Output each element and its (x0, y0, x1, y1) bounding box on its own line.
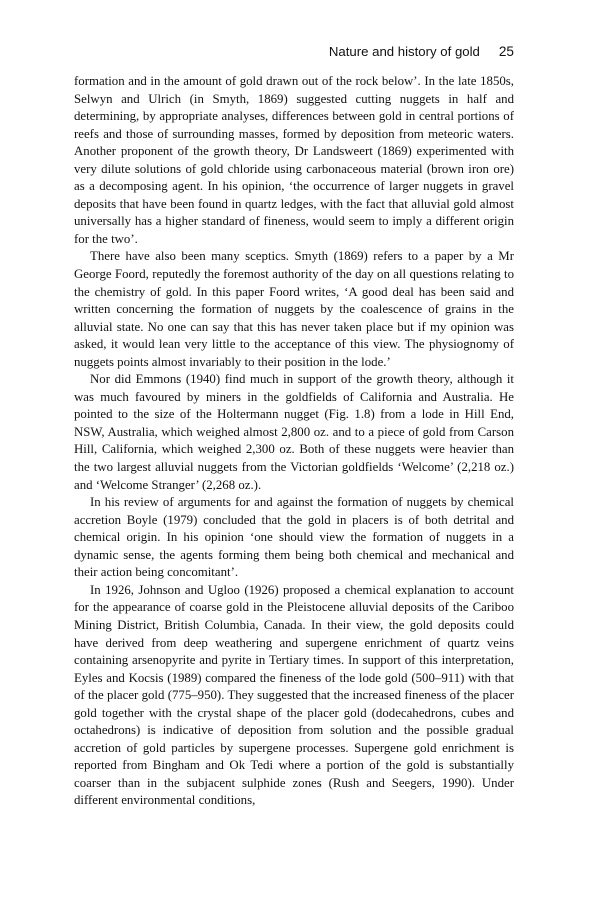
page-number: 25 (498, 44, 514, 59)
paragraph-5: In 1926, Johnson and Ugloo (1926) proposed a chemical explanation to account for the appearance of coarse gold in the Pleistocene alluvial deposits of the Cariboo Mining District, British Columbia, Canada. In their view, the gold deposits could have derived from deep weathering and supergene enrichment of quartz veins containing arsenopyrite and pyrite in Tertiary times. In support of this interpretation, Eyles and Kocsis (1989) compared the fineness of the lode gold (500–911) with that of the placer gold (775–950). They suggested that the increased fineness of the placer gold together with the crystal shape of the placer gold (dodecahedrons, cubes and octahedrons) is indicative of deposition from solution and the possible gradual accretion of gold particles by supergene processes. Supergene gold enrichment is reported from Bingham and Ok Tedi where a portion of the gold is substantially coarser than in the subjacent sulphide zones (Rush and Seegers, 1990). Under different environmental conditions, (74, 582, 514, 808)
paragraph-1: formation and in the amount of gold drawn out of the rock below’. In the late 1850s, Selwyn and Ulrich (in Smyth, 1869) suggested cutting nuggets in half and determining, by appropriate analyses, differences between gold in central portions of reefs and those of surrounding masses, formed by deposition from meteoric waters. Another proponent of the growth theory, Dr Landsweert (1869) experimented with very dilute solutions of gold chloride using carbonaceous material (brown iron ore) as a decomposing agent. In his opinion, ‘the occurrence of larger nuggets in gravel deposits that have been found in quartz ledges, with the fact that alluvial gold almost universally has a higher standard of fineness, would seem to imply a different origin for the two’. (74, 74, 514, 246)
paragraph-3: Nor did Emmons (1940) find much in support of the growth theory, although it was much favoured by miners in the goldfields of California and Australia. He pointed to the size of the Holtermann nugget (Fig. 1.8) from a lode in Hill End, NSW, Australia, which weighed almost 2,800 oz. and to a piece of gold from Carson Hill, California, which weighed 2,300 oz. Both of these nuggets were heavier than the two largest alluvial nuggets from the Victorian goldfields ‘Welcome’ (2,218 oz.) and ‘Welcome Stranger’ (2,268 oz.). (74, 372, 514, 492)
paragraph-4: In his review of arguments for and against the formation of nuggets by chemical accretion Boyle (1979) concluded that the gold in placers is of both detrital and chemical origin. In his opinion ‘one should view the formation of nuggets in a dynamic sense, the agents forming them being both chemical and mechanical and their action being concomitant’. (74, 495, 514, 580)
running-header (74, 44, 514, 59)
chapter-title: Nature and history of gold (328, 44, 480, 59)
paragraph-2: There have also been many sceptics. Smyth (1869) refers to a paper by a Mr George Foord, reputedly the foremost authority of the day on all questions relating to the chemistry of gold. In this paper Foord writes, ‘A good deal has been said and written concerning the formation of nuggets by the coalescence of grains in the alluvial state. No one can say that this has never taken place but if my opinion was asked, it would lean very little to the acceptance of this view. The physiognomy of nuggets points almost invariably to their position in the lode.’ (74, 249, 514, 369)
body-text (74, 73, 514, 810)
